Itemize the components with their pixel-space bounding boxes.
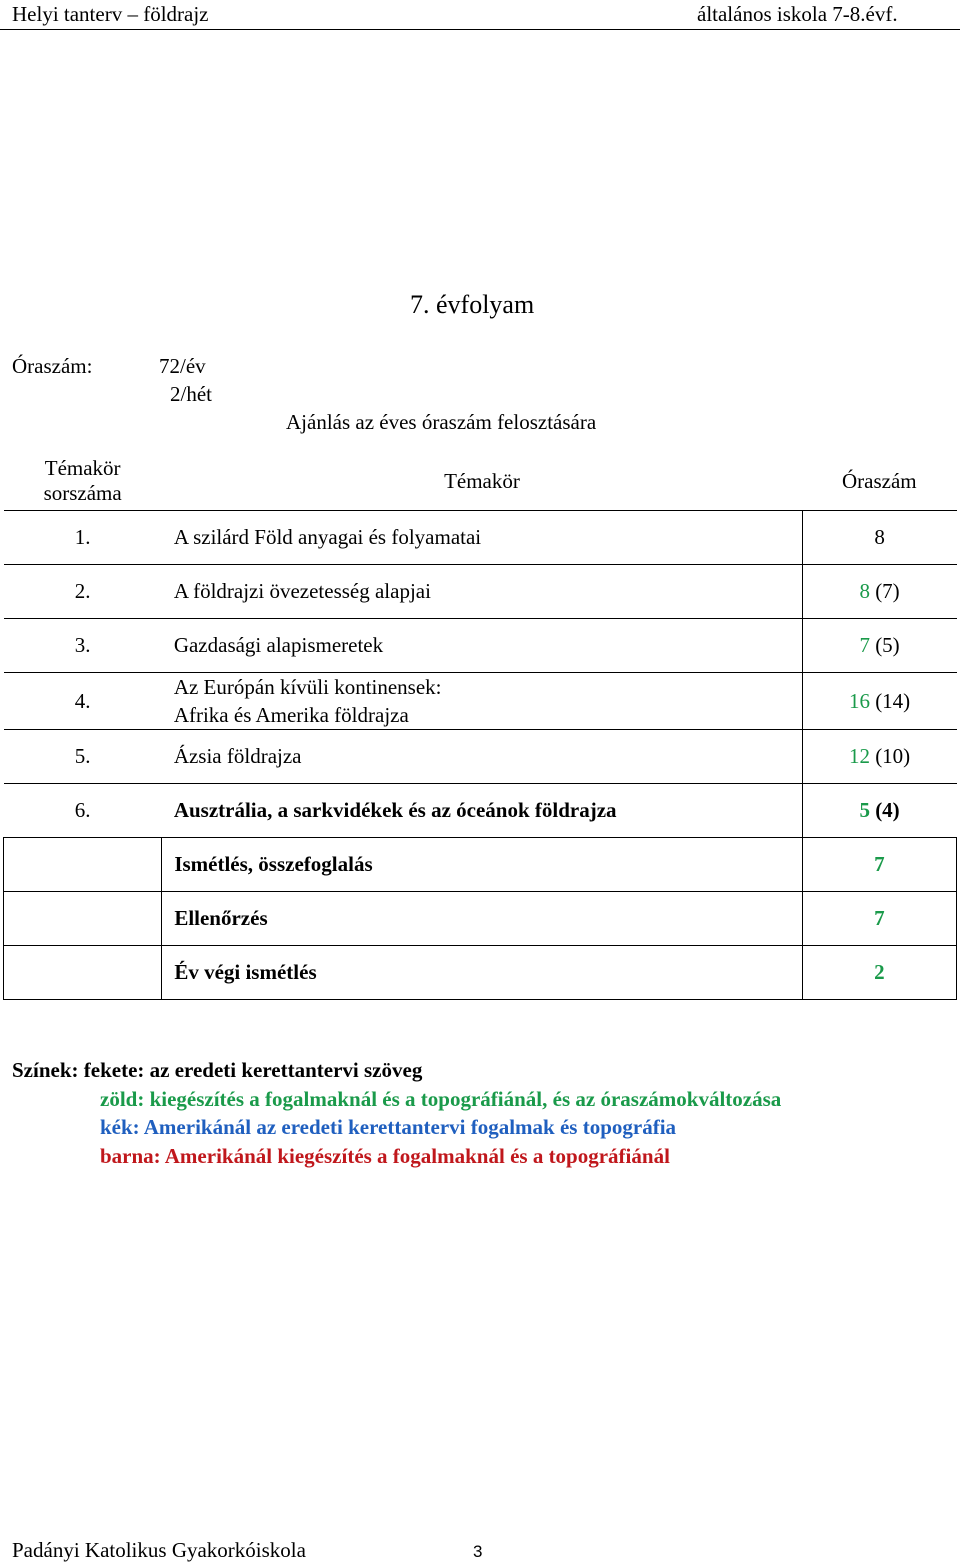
legend-brown: barna: Amerikánál kiegészítés a fogalmaknál és a topográfiánál [100,1144,670,1168]
hours-table [3,452,957,1000]
hours-label: Óraszám: [12,354,93,378]
row-hours: 7 [802,892,956,946]
hours-old: (4) [869,798,900,822]
row-topic-line2: Afrika és Amerika földrajza [173,703,409,727]
table-header-row [4,452,957,511]
hours-main: 12 [848,744,870,768]
legend-black: Színek: fekete: az eredeti kerettantervi szöveg [12,1058,423,1082]
row-topic: A földrajzi övezetesség alapjai [162,565,802,619]
row-topic: Ázsia földrajza [162,730,802,784]
hours-old: (5) [869,633,900,657]
row-hours [802,730,956,784]
hours-main: 8 [859,579,870,603]
table-row [4,784,957,838]
row-topic: A szilárd Föld anyagai és folyamatai [162,511,802,565]
page-number: 3 [473,1542,483,1561]
row-hours: 7 [802,838,956,892]
header-right: általános iskola 7-8.évf. [697,2,898,26]
table-row [4,946,957,1000]
hours-old: (7) [869,579,900,603]
hours-per-week: 2/hét [170,382,212,406]
legend-green: zöld: kiegészítés a fogalmaknál és a topográfiánál, és az óraszámokváltozása [100,1087,782,1111]
hours-per-year: 72/év [159,354,206,378]
row-number: 2. [4,565,162,619]
footer-school: Padányi Katolikus Gyakorkóiskola [12,1538,306,1562]
hours-main: 16 [848,688,870,713]
hours-main: 8 [874,525,885,549]
row-hours [802,673,956,730]
row-number: 3. [4,619,162,673]
row-hours: 2 [802,946,956,1000]
table-row [4,673,957,730]
row-number: 1. [4,511,162,565]
grade-title: 7. évfolyam [410,290,535,319]
row-topic [162,673,802,730]
row-hours [802,619,956,673]
row-number [4,892,162,946]
row-topic-line1: Az Európán kívüli kontinensek: [173,675,442,699]
hours-main: 7 [859,633,870,657]
table-row [4,892,957,946]
row-hours [802,511,956,565]
header-rule [0,29,960,30]
row-topic: Év végi ismétlés [162,946,802,1000]
header-topic: Témakör [444,468,520,493]
header-number: Témakör sorszáma [43,456,122,505]
legend-blue: kék: Amerikánál az eredeti kerettantervi fogalmak és topográfia [100,1115,677,1139]
recommendation-title: Ajánlás az éves óraszám felosztására [286,410,597,434]
row-number: 6. [4,784,162,838]
table-row [4,838,957,892]
row-hours [802,565,956,619]
row-topic: Ausztrália, a sarkvidékek és az óceánok földrajza [162,784,802,838]
row-topic: Gazdasági alapismeretek [162,619,802,673]
row-topic: Ismétlés, összefoglalás [162,838,802,892]
header-left: Helyi tanterv – földrajz [12,2,209,26]
hours-old: (10) [869,744,911,768]
row-topic: Ellenőrzés [162,892,802,946]
table-row [4,565,957,619]
table-row [4,619,957,673]
row-number [4,838,162,892]
hours-main: 5 [859,798,870,822]
table-row [4,730,957,784]
row-number: 4. [4,673,162,730]
table-row [4,511,957,565]
row-hours [802,784,956,838]
header-hours: Óraszám [842,468,917,493]
row-number: 5. [4,730,162,784]
row-number [4,946,162,1000]
hours-old: (14) [869,688,911,713]
